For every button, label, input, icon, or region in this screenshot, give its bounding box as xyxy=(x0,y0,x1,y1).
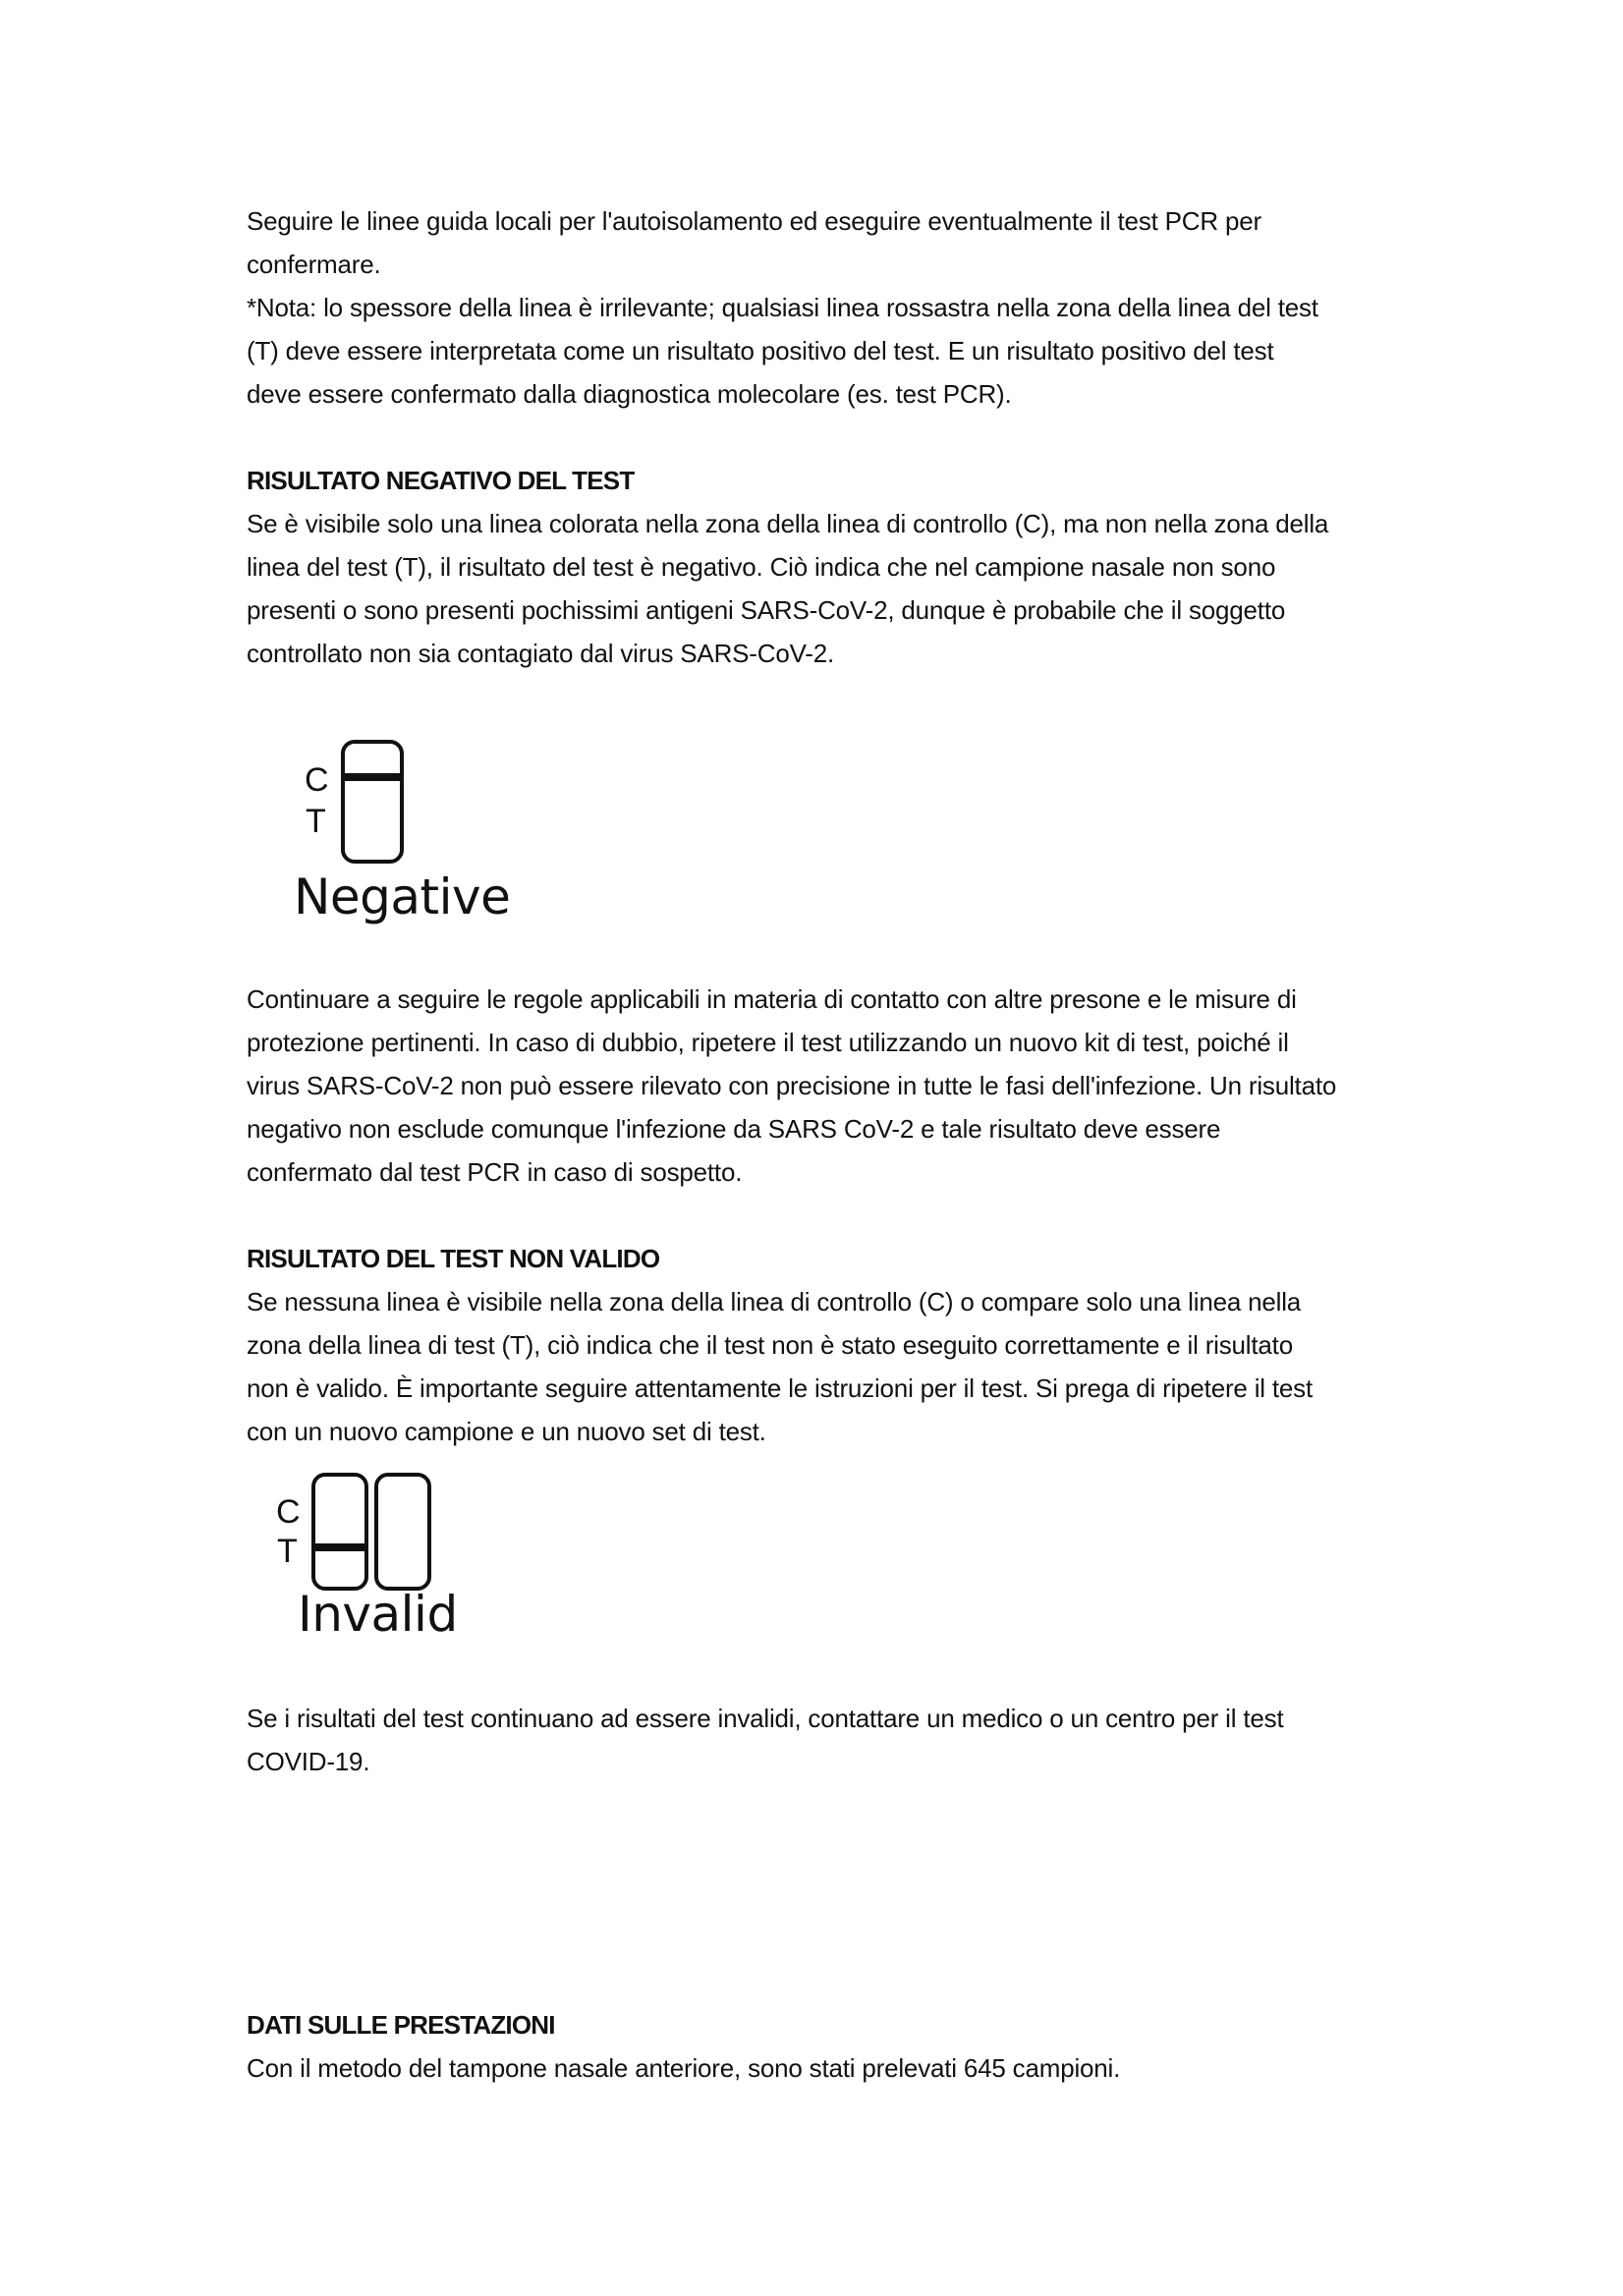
text-line: COVID-19. xyxy=(247,1747,370,1776)
performance-data-paragraph xyxy=(247,2046,1396,2090)
document-page xyxy=(247,199,1396,2090)
intro-paragraph xyxy=(247,199,1396,416)
invalid-followup-paragraph xyxy=(247,1697,1396,1783)
text-line: confermato dal test PCR in caso di sospetto. xyxy=(247,1157,743,1187)
text-line: Se nessuna linea è visibile nella zona della linea di controllo (C) o compare solo una linea nella xyxy=(247,1287,1302,1316)
text-line: virus SARS-CoV-2 non può essere rilevato con precisione in tutte le fasi dell'infezione. Un risultato xyxy=(247,1071,1337,1100)
text-line: con un nuovo campione e un nuovo set di test. xyxy=(247,1417,766,1446)
invalid-caption: Invalid xyxy=(298,1586,458,1643)
control-band xyxy=(345,773,400,781)
negative-result-heading: RISULTATO NEGATIVO DEL TEST xyxy=(247,466,635,495)
text-line: negativo non esclude comunque l'infezione da SARS CoV-2 e tale risultato deve essere xyxy=(247,1114,1221,1144)
performance-data-heading: DATI SULLE PRESTAZIONI xyxy=(247,2010,555,2040)
invalid-test-figure xyxy=(247,1453,1396,1697)
text-line: controllato non sia contagiato dal virus SARS-CoV-2. xyxy=(247,639,835,668)
test-strip-window xyxy=(341,740,404,864)
text-line: non è valido. È importante seguire attentamente le istruzioni per il test. Si prega di ripetere il test xyxy=(247,1373,1313,1403)
text-line: *Nota: lo spessore della linea è irrilevante; qualsiasi linea rossastra nella zona della linea del test xyxy=(247,293,1318,322)
test-line-label: T xyxy=(277,1533,298,1570)
text-line: zona della linea di test (T), ciò indica che il test non è stato eseguito correttamente e il risultato xyxy=(247,1330,1293,1360)
text-line: Con il metodo del tampone nasale anteriore, sono stati prelevati 645 campioni. xyxy=(247,2053,1121,2083)
test-line-label: T xyxy=(306,803,326,840)
negative-test-figure xyxy=(247,675,1396,978)
text-line: linea del test (T), il risultato del test è negativo. Ciò indica che nel campione nasale non sono xyxy=(247,552,1276,582)
text-line: Se è visibile solo una linea colorata nella zona della linea di controllo (C), ma non nella zona della xyxy=(247,509,1329,538)
test-strip-window-empty xyxy=(374,1473,431,1591)
text-line: (T) deve essere interpretata come un risultato positivo del test. E un risultato positivo del test xyxy=(247,336,1274,365)
invalid-result-heading: RISULTATO DEL TEST NON VALIDO xyxy=(247,1244,660,1273)
negative-followup-paragraph xyxy=(247,978,1396,1194)
test-strip-window xyxy=(311,1473,368,1591)
invalid-result-paragraph xyxy=(247,1280,1396,1453)
text-line: Seguire le linee guida locali per l'autoisolamento ed eseguire eventualmente il test PCR per xyxy=(247,206,1261,236)
text-line: presenti o sono presenti pochissimi antigeni SARS-CoV-2, dunque è probabile che il soggetto xyxy=(247,595,1286,625)
negative-caption: Negative xyxy=(294,868,511,925)
text-line: Se i risultati del test continuano ad essere invalidi, contattare un medico o un centro per il test xyxy=(247,1704,1284,1733)
negative-result-paragraph xyxy=(247,502,1396,675)
test-band xyxy=(315,1543,364,1551)
control-line-label: C xyxy=(276,1493,301,1531)
text-line: protezione pertinenti. In caso di dubbio, ripetere il test utilizzando un nuovo kit di test, poiché il xyxy=(247,1028,1289,1057)
text-line: Continuare a seguire le regole applicabili in materia di contatto con altre presone e le misure di xyxy=(247,984,1297,1014)
text-line: confermare. xyxy=(247,250,381,279)
control-line-label: C xyxy=(305,761,329,799)
text-line: deve essere confermato dalla diagnostica molecolare (es. test PCR). xyxy=(247,379,1012,409)
